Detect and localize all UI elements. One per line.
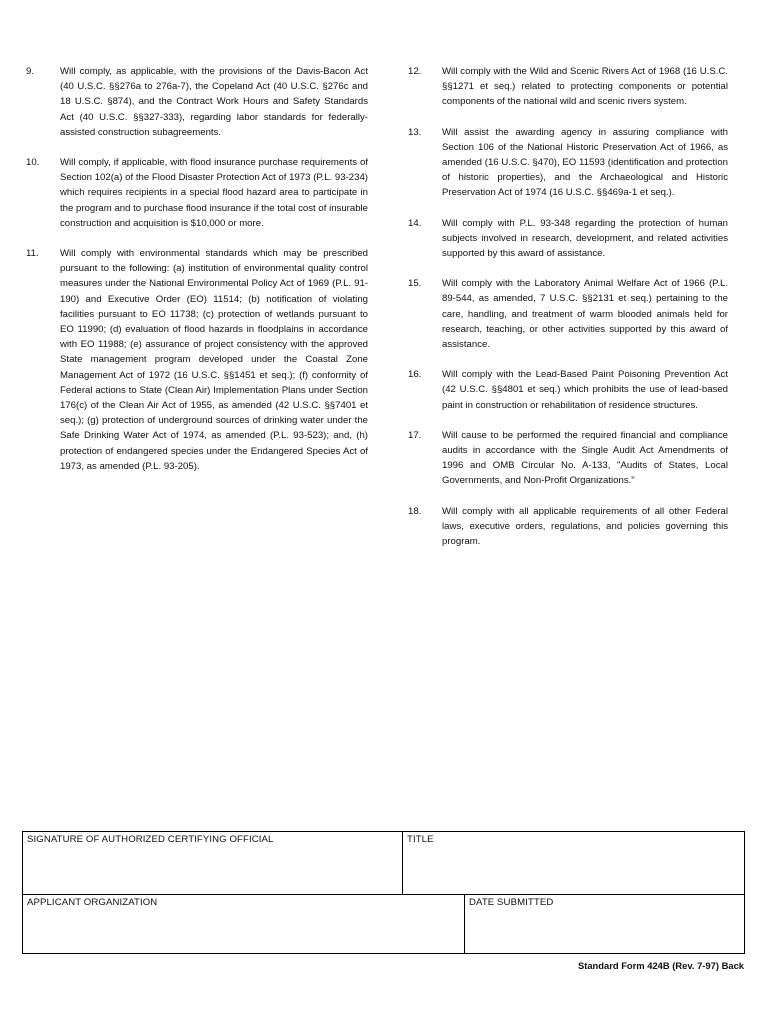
item-number: 18. (408, 505, 422, 517)
title-label: TITLE (407, 834, 434, 845)
item-text: Will cause to be performed the required financial and compliance audits in accordance with the Single Audit Act Amendments of 1996 and OMB Circular No. A-133, "Audits of States, Local Governments, and Non-Profit Organizations." (442, 429, 728, 487)
item-text: Will comply with the Lead-Based Paint Poisoning Prevention Act (42 U.S.C. §§4801 et seq.) which prohibits the use of lead-based paint in construction or rehabilitation of residence structures. (442, 369, 728, 411)
signature-field[interactable] (23, 832, 403, 895)
item-number: 11. (26, 248, 39, 260)
item-text: Will assist the awarding agency in assuring compliance with Section 106 of the National Historic Preservation Act of 1966, as amended (16 U.S.C. §470), EO 11593 (identification and protection of historic properties), and the Archaeological and Historic Preservation Act of 1974 (16 U.S.C. §§469a-1 et seq.). (442, 126, 728, 199)
applicant-organization-field[interactable] (23, 895, 465, 954)
item-number: 14. (408, 217, 422, 229)
title-field[interactable] (403, 832, 745, 895)
list-item (26, 246, 368, 474)
item-text: Will comply with environmental standards which may be prescribed pursuant to the following: (a) institution of environmental quality control measures under the National Environmental Policy Act of 1969 (P.L. 91-190) and Executive Order (EO) 11514; (b) notification of violating facilities pursuant to EO 11738; (c) protection of wetlands pursuant to EO 11990; (d) evaluation of flood hazards in floodplains in accordance with EO 11988; (e) assurance of project consistency with the approved State management program developed under the Coastal Zone Management Act of 1972 (16 U.S.C. §§1451 et seq.); (f) conformity of Federal actions to State (Clean Air) Implementation Plans under Section 176(c) of the Clean Air Act of 1955, as amended (42 U.S.C. §§7401 et seq.); (g) protection of underground sources of drinking water under the Safe Drinking Water Act of 1974, as amended (P.L. 93-523); and, (h) protection of endangered species under the Endangered Species Act of 1973, as amended (P.L. 93-205). (60, 248, 368, 472)
item-text: Will comply with the Laboratory Animal Welfare Act of 1966 (P.L. 89-544, as amended, 7 U.S.C. §§2131 et seq.) pertaining to the care, handling, and treatment of warm blooded animals held for research, teaching, or other activities supported by this award of assistance. (442, 278, 728, 351)
item-text: Will comply with the Wild and Scenic Rivers Act of 1968 (16 U.S.C. §§1271 et seq.) related to protecting components or potential components of the national wild and scenic rivers system. (442, 66, 728, 108)
list-item (408, 125, 728, 201)
list-item (408, 367, 728, 413)
item-number: 13. (408, 126, 422, 138)
item-text: Will comply, as applicable, with the provisions of the Davis-Bacon Act (40 U.S.C. §§276a to 276a-7), the Copeland Act (40 U.S.C. §276c and 18 U.S.C. §874), and the Contract Work Hours and Safety Standards Act (40 U.S.C. §§327-333), regarding labor standards for federally-assisted construction subagreements. (60, 66, 368, 138)
list-item (408, 428, 728, 489)
item-text: Will comply with P.L. 93-348 regarding the protection of human subjects involved in research, development, and related activities supported by this award of assistance. (442, 217, 728, 260)
list-item (408, 216, 728, 262)
signature-label: SIGNATURE OF AUTHORIZED CERTIFYING OFFICIAL (27, 834, 274, 845)
applicant-organization-label: APPLICANT ORGANIZATION (27, 897, 158, 908)
list-item (408, 504, 728, 550)
item-number: 10. (26, 157, 40, 169)
date-submitted-label: DATE SUBMITTED (469, 897, 554, 908)
list-item (408, 64, 728, 110)
form-identifier: Standard Form 424B (Rev. 7-97) Back (577, 960, 744, 971)
item-text: Will comply, if applicable, with flood insurance purchase requirements of Section 102(a) of the Flood Disaster Protection Act of 1973 (P.L. 93-234) which requires recipients in a special flood hazard area to participate in the program and to purchase flood insurance if the total cost of insurable construction and acquisition is $10,000 or more. (60, 157, 368, 229)
list-item (26, 64, 368, 140)
list-item (26, 155, 368, 231)
date-submitted-field[interactable] (465, 895, 745, 954)
list-item (408, 276, 728, 352)
item-number: 16. (408, 369, 422, 381)
item-text: Will comply with all applicable requirements of all other Federal laws, executive orders, regulations, and policies governing this program. (442, 505, 728, 548)
item-number: 9. (26, 66, 35, 77)
right-column (408, 64, 728, 564)
item-number: 12. (408, 66, 422, 77)
left-column (26, 64, 368, 489)
signature-table (22, 831, 745, 954)
item-number: 17. (408, 429, 422, 441)
item-number: 15. (408, 278, 422, 290)
